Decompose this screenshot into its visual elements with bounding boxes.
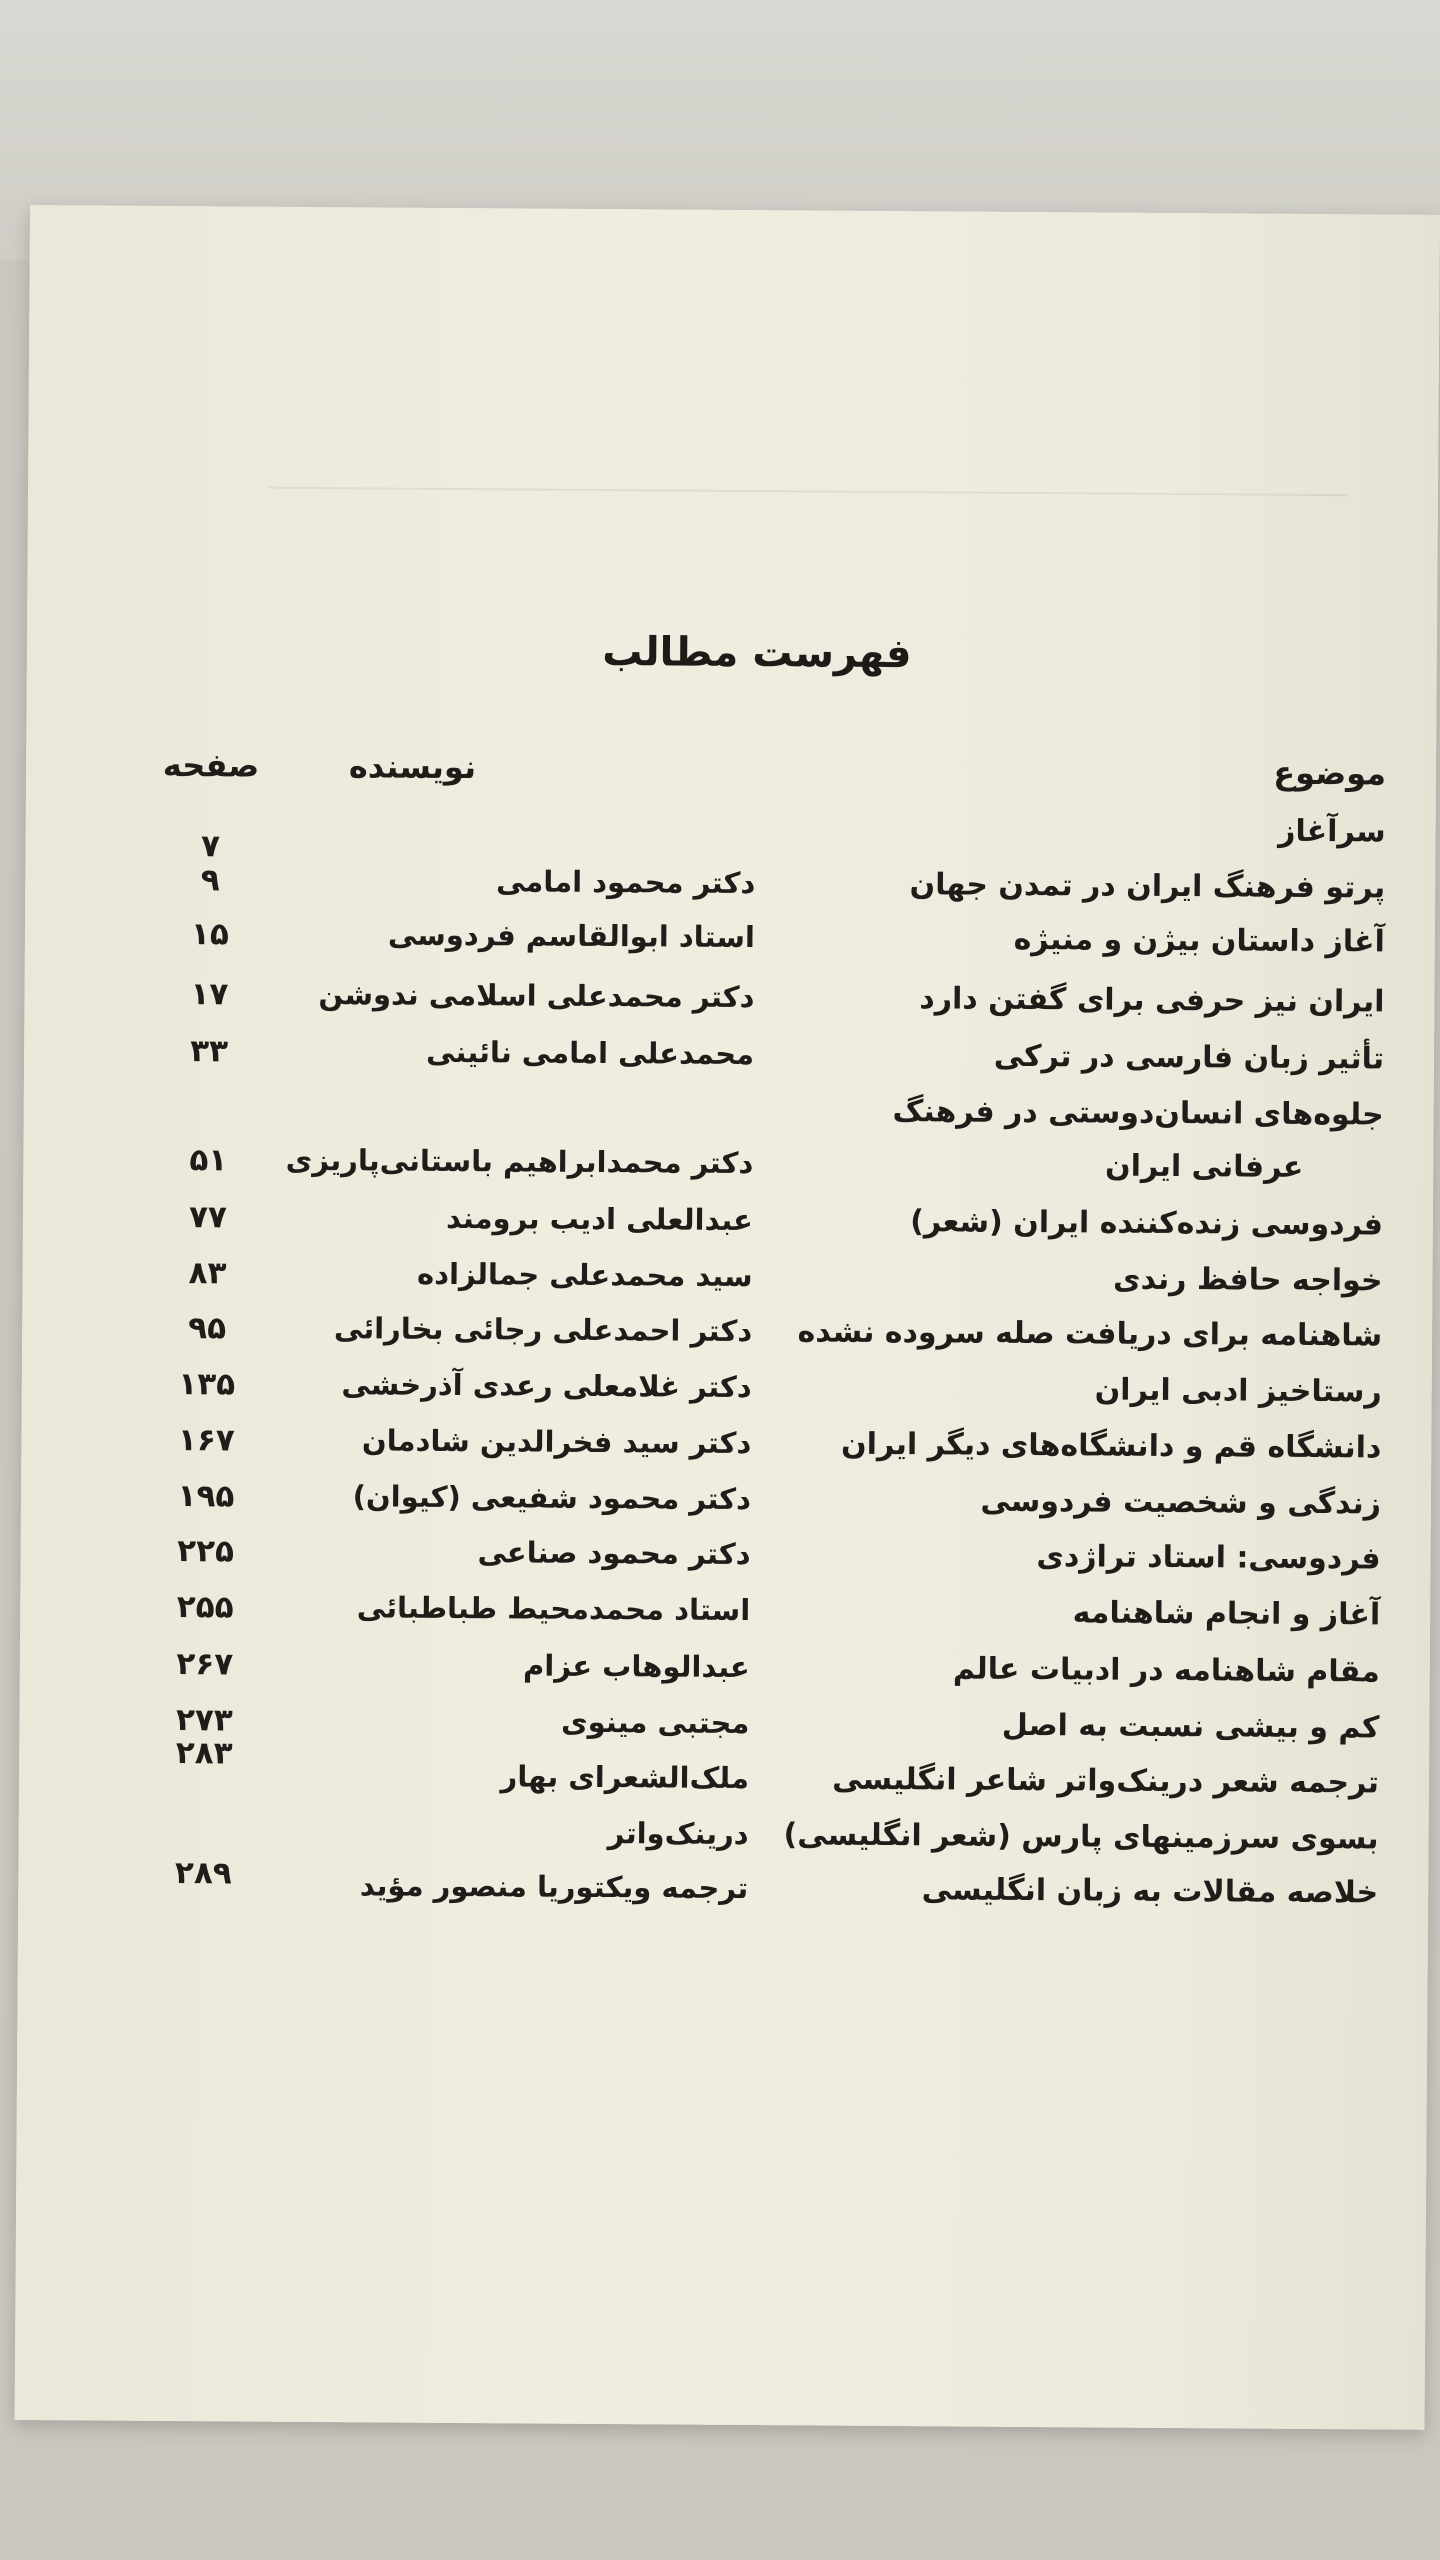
toc-author: ترجمه ویکتوریا منصور مؤید — [359, 1868, 749, 1906]
toc-row — [22, 1421, 1432, 1466]
toc-row — [25, 861, 1435, 906]
toc-author: ملک‌الشعرای بهار — [500, 1759, 750, 1796]
toc-row — [24, 1032, 1434, 1077]
toc-topic: سرآغاز — [1278, 813, 1386, 850]
toc-row — [20, 1645, 1430, 1690]
toc-topic: بسوی سرزمینهای پارس (شعر انگلیسی) — [783, 1817, 1379, 1857]
toc-author: سید محمدعلی جمالزاده — [416, 1256, 753, 1294]
toc-topic: خواجه حافظ رندی — [1112, 1261, 1383, 1299]
toc-author: دکتر غلامعلی رعدی آذرخشی — [341, 1367, 752, 1405]
toc-topic: عرفانی ایران — [1104, 1148, 1304, 1185]
toc-row — [21, 1532, 1431, 1577]
toc-page-number: ۲۲۵ — [177, 1533, 235, 1570]
toc-author: دکتر سید فخرالدین شادمان — [361, 1423, 752, 1461]
toc-author: استاد ابوالقاسم فردوسی — [387, 917, 756, 955]
toc-row — [24, 1088, 1434, 1133]
toc-row — [20, 1701, 1430, 1746]
toc-page-number: ۳۳ — [190, 1033, 229, 1070]
toc-topic: زندگی و شخصیت فردوسی — [980, 1483, 1382, 1522]
toc-author — [296, 807, 756, 810]
toc-row — [20, 1588, 1430, 1633]
toc-page-number: ۸۳ — [188, 1255, 227, 1292]
toc-row — [22, 1309, 1432, 1354]
toc-topic: دانشگاه قم و دانشگاه‌های دیگر ایران — [840, 1426, 1382, 1466]
toc-page-number: ۷ — [200, 828, 221, 865]
toc-page-number: ۵۱ — [189, 1142, 228, 1179]
toc-topic: شاهنامه برای دریافت صله سروده نشده — [797, 1314, 1383, 1354]
toc-page-number: ۲۸۹ — [174, 1855, 232, 1892]
toc-row — [19, 1735, 1429, 1801]
toc-author: دکتر محمود شفیعی (کیوان) — [352, 1479, 752, 1517]
toc-row — [23, 1254, 1433, 1299]
book-page — [15, 205, 1440, 2430]
toc-author: دکتر محمدعلی اسلامی ندوشن — [318, 977, 755, 1015]
toc-page-number: ۱۹۵ — [177, 1478, 235, 1515]
toc-topic: آغاز داستان بیژن و منیژه — [1013, 921, 1386, 960]
toc-author: استاد محمدمحیط طباطبائی — [356, 1590, 751, 1628]
toc-author: عبدالعلی ادیب برومند — [445, 1200, 754, 1238]
toc-author: درینک‌واتر — [607, 1816, 749, 1852]
header-author: نویسنده — [348, 747, 477, 787]
toc-topic: ایران نیز حرفی برای گفتن دارد — [919, 981, 1385, 1020]
toc-page-number: ۲۵۵ — [176, 1589, 234, 1626]
show-through-line — [268, 487, 1348, 497]
toc-author — [294, 1090, 754, 1093]
toc-row — [25, 915, 1435, 960]
toc-page-number: ۱۳۵ — [178, 1366, 236, 1403]
toc-row — [22, 1365, 1432, 1410]
toc-author: دکتر محمود امامی — [495, 864, 756, 901]
toc-author: محمدعلی امامی نائینی — [425, 1034, 755, 1072]
toc-topic: آغاز و انجام شاهنامه — [1072, 1595, 1381, 1633]
toc-row — [23, 1198, 1433, 1243]
toc-page-number: ۲۷۳ — [175, 1702, 233, 1739]
toc-topic: خلاصه مقالات به زبان انگلیسی — [921, 1872, 1379, 1911]
toc-page-number: ۱۷ — [190, 976, 229, 1013]
toc-author: دکتر محمود صناعی — [477, 1535, 751, 1572]
toc-topic: کم و بیشی نسبت به اصل — [1001, 1707, 1380, 1746]
toc-author: مجتبی مینوی — [560, 1704, 750, 1741]
toc-author: دکتر احمدعلی رجائی بخارائی — [333, 1311, 753, 1349]
toc-page-number: ۲۶۷ — [176, 1646, 234, 1683]
toc-topic: فردوسی: استاد تراژدی — [1036, 1539, 1381, 1577]
toc-author: دکتر محمدابراهیم باستانی‌پاریزی — [285, 1142, 754, 1181]
toc-page-number: ۹ — [200, 862, 220, 899]
toc-header-row — [26, 745, 1436, 793]
toc-row — [21, 1477, 1431, 1522]
toc-row — [26, 805, 1436, 865]
toc-row — [18, 1855, 1428, 1911]
toc-topic: مقام شاهنامه در ادبیات عالم — [952, 1651, 1380, 1690]
toc-topic: پرتو فرهنگ ایران در تمدن جهان — [909, 867, 1386, 906]
toc-page-number: ۷۷ — [188, 1199, 227, 1236]
toc-author: عبدالوهاب عزام — [522, 1648, 750, 1685]
toc-topic: تأثیر زبان فارسی در ترکی — [993, 1038, 1385, 1077]
toc-row — [23, 1141, 1433, 1185]
toc-topic: فردوسی زنده‌کننده ایران (شعر) — [910, 1204, 1384, 1243]
header-topic: موضوع — [1273, 753, 1387, 793]
toc-topic: ترجمه شعر درینک‌واتر شاعر انگلیسی — [832, 1761, 1380, 1801]
toc-title: فهرست مطالب — [602, 629, 912, 678]
toc-page-number: ۹۵ — [188, 1310, 227, 1347]
toc-topic: رستاخیز ادبی ایران — [1094, 1372, 1382, 1410]
toc-row — [25, 975, 1435, 1020]
toc-page-number: ۱۵ — [190, 916, 229, 953]
toc-page-number: ۱۶۷ — [177, 1422, 235, 1459]
toc-row — [19, 1812, 1429, 1857]
toc-page-number: ۲۸۳ — [175, 1735, 233, 1772]
header-page: صفحه — [162, 745, 260, 785]
toc-topic: جلوه‌های انسان‌دوستی در فرهنگ — [892, 1094, 1384, 1133]
toc-page-number — [129, 1813, 279, 1814]
toc-page-number — [134, 1089, 284, 1090]
